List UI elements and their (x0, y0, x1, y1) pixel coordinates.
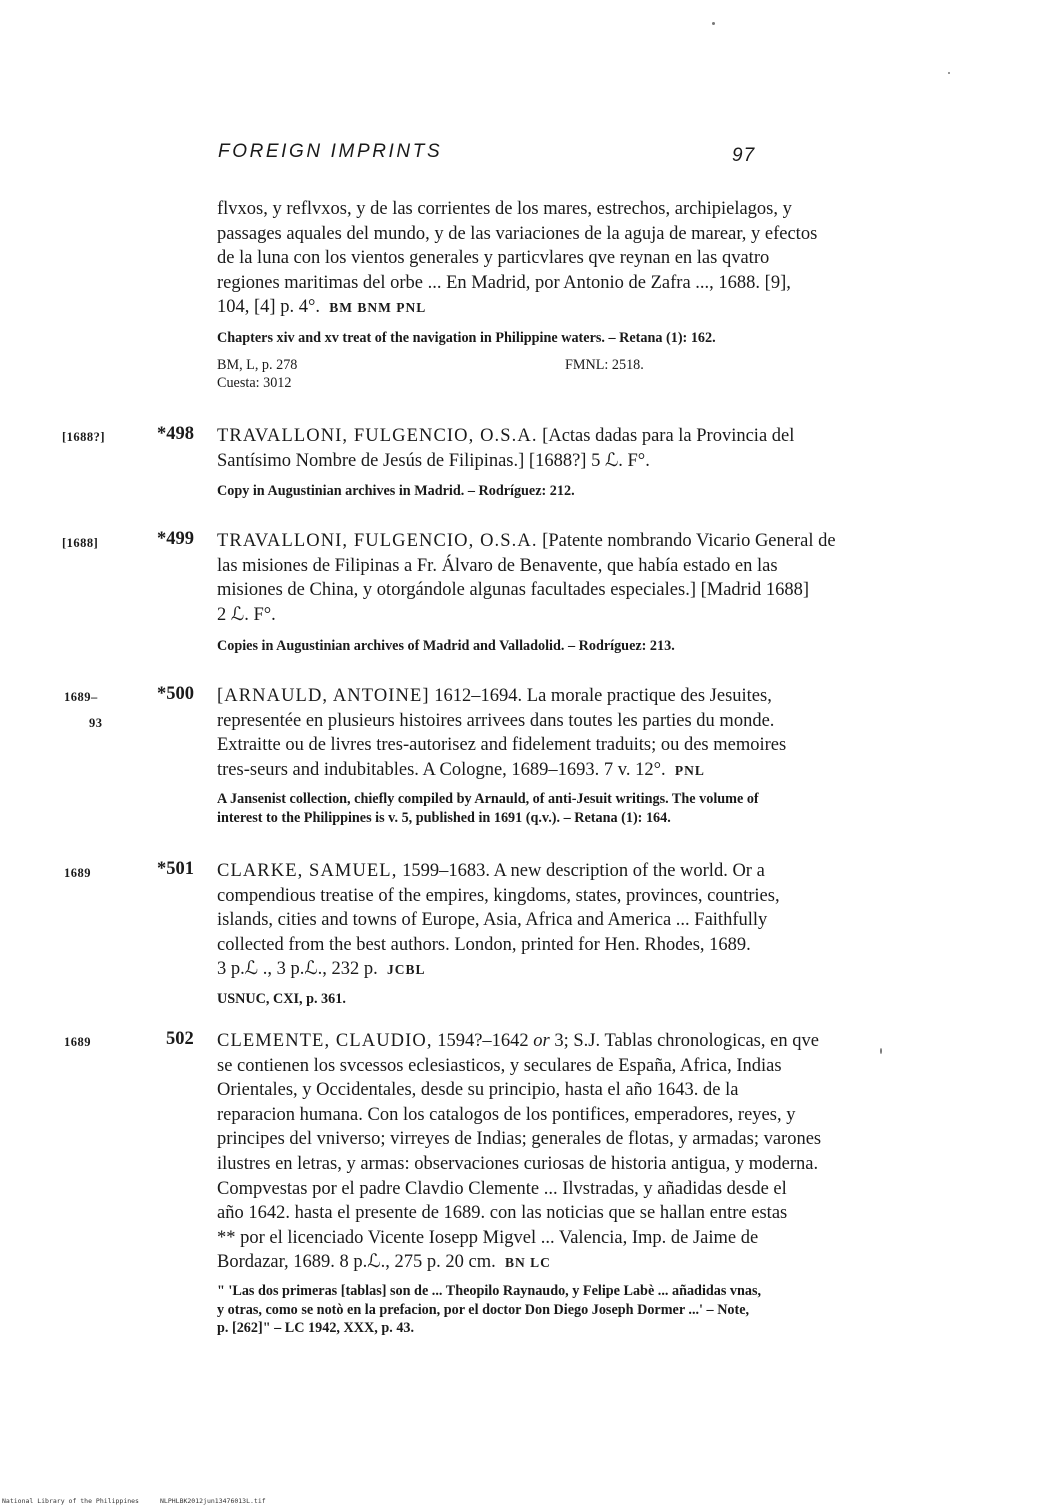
continuation-line: de la luna con los vientos generales y particvlares qve reynan en las qvatro (217, 248, 770, 269)
entry-author: TRAVALLONI, FULGENCIO, O.S.A. (217, 531, 538, 551)
entry-line: collected from the best authors. London, printed for Hen. Rhodes, 1689. (217, 934, 751, 955)
entry-line: misiones de China, y otorgándole algunas facultades especiales.] [Madrid 1688] (217, 580, 810, 601)
continuation-line: regiones maritimas del orbe ... En Madrid, por Antonio de Zafra ..., 1688. [9], (217, 272, 791, 293)
note-line: y otras, como se notò en la prefacion, por el doctor Don Diego Joseph Dormer ...' – Note, (217, 1301, 750, 1318)
continuation-line (217, 295, 897, 321)
entry-title: Tablas chronologicas, en qve (604, 1031, 819, 1051)
entry-line (217, 957, 877, 983)
entry-author: CLARKE, SAMUEL, (217, 861, 398, 881)
entry-date: [1688] (62, 536, 99, 550)
note-line: interest to the Philippines is v. 5, published in 1691 (q.v.). – Retana (1): 164. (217, 809, 671, 826)
entry-line: representée en plusieurs histoires arrivees dans toutes les parties du monde. (217, 710, 775, 731)
entry-line: ilustres en letras, y armas: observaciones curiosas de historia antigua, y moderna. (217, 1153, 819, 1174)
entry-499 (217, 529, 877, 627)
entry-line: islands, cities and towns of Europe, Asia, Africa and America ... Faithfully (217, 910, 768, 931)
scan-footer-file: NLPHLBK2012jun13476013L.tif (160, 1497, 266, 1505)
citation-right: FMNL: 2518. (565, 357, 644, 373)
entry-line (217, 859, 877, 884)
entry-line: reparacion humana. Con los catalogos de los pontifices, emperadores, reyes, y (217, 1104, 796, 1125)
entry-line (217, 424, 877, 449)
entry-line: ** por el licenciado Vicente Iosepp Migvel ... Valencia, Imp. de Jaime de (217, 1227, 759, 1248)
entry-line: Extraitte ou de livres tres-autorisez and fidelement traduits; ou des memoires (217, 735, 787, 756)
citation-line: Cuesta: 3012 (217, 375, 292, 391)
entry-line: 2 ℒ. F°. (217, 604, 276, 625)
entry-date-end: 93 (89, 716, 103, 730)
entry-title: 1612–1694. La morale practique des Jesuites, (434, 686, 772, 706)
entry-author: CLEMENTE, CLAUDIO, (217, 1031, 433, 1051)
entry-author: TRAVALLONI, FULGENCIO, O.S.A. (217, 426, 538, 446)
running-header-title: FOREIGN IMPRINTS (218, 141, 443, 162)
entry-number: *499 (157, 529, 194, 549)
entry-line (217, 529, 877, 554)
citation-line: BM, L, p. 278 (217, 357, 298, 373)
entry-title: 1599–1683. A new description of the world. Or a (402, 861, 765, 881)
entry-number: *501 (157, 859, 194, 879)
entry-date: 1689 (64, 1035, 91, 1049)
entry-title: [Actas dadas para la Provincia del (542, 426, 795, 446)
scan-speck (948, 72, 950, 74)
entry-note: Copy in Augustinian archives in Madrid. – Rodríguez: 212. (217, 483, 575, 499)
scan-speck (712, 22, 715, 25)
entry-line (217, 684, 877, 709)
note-line: A Jansenist collection, chiefly compiled by Arnauld, of anti-Jesuit writings. The volume of (217, 791, 759, 807)
author-or: or (533, 1031, 550, 1051)
entry-title: [Patente nombrando Vicario General de (542, 531, 836, 551)
entry-collation: 3 p.ℒ ., 3 p.ℒ., 232 p. (217, 959, 378, 980)
entry-line (217, 1029, 877, 1054)
entry-note (217, 1282, 897, 1338)
note-line: p. [262]" – LC 1942, XXX, p. 43. (217, 1320, 415, 1337)
entry-line: año 1642. hasta el presente de 1689. con las noticias que se hallan entre estas (217, 1203, 788, 1224)
entry-line: se contienen los svcessos eclesiasticos, y seculares de España, Africa, Indias (217, 1055, 782, 1076)
note-line: " 'Las dos primeras [tablas] son de ... Theopilo Raynaudo, y Felipe Labè ... añadidas vnas, (217, 1283, 762, 1299)
entry-note: Copies in Augustinian archives of Madrid and Valladolid. – Rodríguez: 213. (217, 638, 675, 654)
entry-line (217, 1250, 877, 1276)
entry-line: Santísimo Nombre de Jesús de Filipinas.] [1688?] 5 ℒ. F°. (217, 450, 650, 471)
entry-author: [ARNAULD, ANTOINE] (217, 686, 430, 706)
entry-imprint: tres-seurs and indubitables. A Cologne, 1689–1693. 7 v. 12°. (217, 759, 666, 780)
entry-date: 1689– (64, 690, 98, 704)
entry-date: 1689 (64, 866, 91, 880)
entry-line: Orientales, y Occidentales, desde su principio, hasta el año 1643. de la (217, 1080, 739, 1101)
entry-imprint: Bordazar, 1689. 8 p.ℒ., 275 p. 20 cm. (217, 1252, 496, 1273)
entry-line: compendious treatise of the empires, kingdoms, states, provinces, countries, (217, 885, 780, 906)
entry-501 (217, 859, 877, 983)
author-order: 3; S.J. (554, 1031, 601, 1051)
holding-locations: BN LC (504, 1255, 551, 1271)
continuation-block (217, 197, 897, 321)
entry-number: 502 (166, 1029, 194, 1049)
continuation-note: Chapters xiv and xv treat of the navigation in Philippine waters. – Retana (1): 162. (217, 330, 716, 346)
entry-line: las misiones de Filipinas a Fr. Álvaro de Benavente, que había estado en las (217, 555, 778, 576)
citation-left (217, 356, 297, 392)
entry-note: USNUC, CXI, p. 361. (217, 991, 346, 1007)
entry-date: [1688?] (62, 430, 106, 444)
entry-498 (217, 424, 877, 473)
entry-line: principes del vniverso; virreyes de Indias; generales de flotas, y armadas; varones (217, 1129, 822, 1150)
entry-line (217, 758, 877, 784)
entry-line: Compvestas por el padre Clavdio Clemente ... Ilvstradas, y añadidas desde el (217, 1178, 787, 1199)
entry-note (217, 790, 897, 827)
holding-locations: PNL (674, 762, 705, 778)
holding-locations: BM BNM PNL (329, 300, 427, 316)
scan-speck (880, 1048, 882, 1054)
scan-footer-library: National Library of the Philippines (2, 1497, 139, 1505)
continuation-line: passages aquales del mundo, y de las variaciones de la aguja de marear, y efectos (217, 223, 818, 244)
entry-500 (217, 684, 877, 783)
continuation-line: flvxos, y reflvxos, y de las corrientes de los mares, estrechos, archipielagos, y (217, 199, 792, 219)
page-number: 97 (732, 145, 756, 166)
entry-number: *498 (157, 424, 194, 444)
entry-number: *500 (157, 684, 194, 704)
imprint-collation: 104, [4] p. 4°. (217, 297, 320, 318)
entry-502 (217, 1029, 877, 1276)
author-dates: 1594?–1642 (437, 1031, 529, 1051)
holding-locations: JCBL (387, 962, 426, 978)
